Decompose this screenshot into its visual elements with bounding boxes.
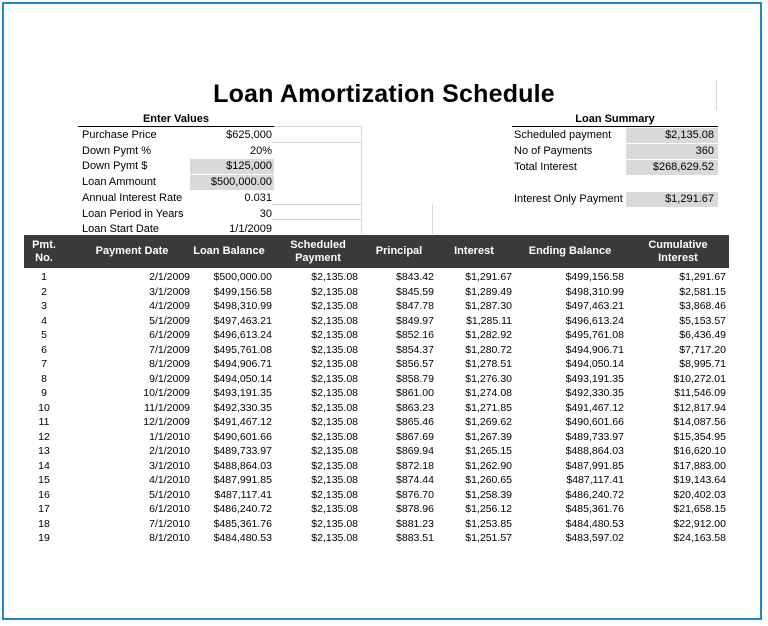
cell-payment-date: 5/1/2010: [149, 488, 190, 501]
cell-scheduled-payment: $2,135.08: [311, 517, 358, 530]
document-frame: [2, 2, 762, 620]
cell-pmt-no: 14: [38, 459, 50, 472]
grid-line: [716, 80, 717, 110]
cell-principal: $878.96: [396, 503, 434, 515]
table-row: [24, 415, 729, 430]
table-row: [24, 517, 729, 532]
cell-principal: $858.79: [396, 372, 434, 385]
enter-values-value[interactable]: $625,000: [226, 129, 272, 141]
table-row: [24, 473, 729, 488]
enter-values-value[interactable]: 1/1/2009: [229, 223, 272, 236]
cell-scheduled-payment: $2,135.08: [311, 314, 358, 327]
enter-values-label: Down Pymt $: [82, 160, 148, 173]
cell-ending-balance: $496,613.24: [565, 314, 624, 327]
cell-pmt-no: 11: [38, 416, 50, 428]
cell-pmt-no: 10: [38, 401, 50, 414]
cell-principal: $883.51: [396, 532, 434, 544]
cell-loan-balance: $487,117.41: [214, 488, 272, 501]
cell-principal: $856.57: [396, 358, 434, 370]
table-row: [24, 386, 729, 401]
cell-cumulative-interest: $7,717.20: [679, 343, 726, 356]
cell-loan-balance: $492,330.35: [213, 401, 272, 414]
cell-cumulative-interest: $12,817.94: [673, 401, 726, 414]
cell-pmt-no: 6: [41, 343, 47, 356]
cell-principal: $876.70: [396, 488, 434, 501]
grid-line: [432, 204, 433, 234]
cell-loan-balance: $494,050.14: [213, 372, 272, 385]
cell-payment-date: 8/1/2010: [149, 532, 190, 544]
table-row: [24, 531, 729, 546]
cell-ending-balance: $495,761.08: [565, 329, 624, 341]
cell-interest: $1,291.67: [465, 271, 512, 283]
cell-principal: $861.00: [396, 387, 434, 399]
table-row: [24, 328, 729, 343]
cell-ending-balance: $491,467.12: [565, 401, 624, 414]
cell-interest: $1,271.85: [465, 401, 512, 414]
cell-ending-balance: $493,191.35: [565, 372, 624, 385]
cell-payment-date: 7/1/2010: [149, 517, 190, 530]
cell-scheduled-payment: $2,135.08: [311, 532, 358, 544]
cell-payment-date: 4/1/2009: [149, 300, 190, 312]
cell-principal: $867.69: [396, 430, 434, 443]
cell-payment-date: 2/1/2009: [149, 271, 190, 283]
header-ending-balance: Ending Balance: [528, 245, 612, 257]
cell-scheduled-payment: $2,135.08: [311, 488, 358, 501]
table-row: [24, 502, 729, 517]
cell-principal: $845.59: [396, 285, 434, 298]
table-row: [24, 285, 729, 300]
cell-cumulative-interest: $5,153.57: [679, 314, 726, 327]
cell-pmt-no: 13: [38, 445, 50, 457]
cell-scheduled-payment: $2,135.08: [311, 401, 358, 414]
cell-cumulative-interest: $11,546.09: [674, 387, 726, 399]
cell-pmt-no: 2: [41, 285, 47, 298]
enter-values-row: [78, 175, 278, 190]
enter-values-label: Loan Ammount: [82, 176, 156, 189]
cell-interest: $1,280.72: [465, 343, 512, 356]
header-principal: Principal: [375, 245, 423, 257]
loan-summary-label: No of Payments: [514, 145, 593, 157]
cell-payment-date: 10/1/2009: [143, 387, 190, 399]
cell-loan-balance: $489,733.97: [213, 445, 272, 457]
loan-summary-row: [512, 128, 718, 143]
enter-values-value[interactable]: 20%: [249, 144, 272, 157]
cell-payment-date: 3/1/2010: [149, 459, 190, 472]
cell-payment-date: 3/1/2009: [149, 285, 190, 298]
loan-summary-value: $2,135.08: [626, 128, 718, 143]
cell-ending-balance: $487,991.85: [565, 459, 624, 472]
cell-cumulative-interest: $10,272.01: [673, 372, 726, 385]
enter-values-row: [78, 207, 278, 222]
cell-interest: $1,265.15: [465, 445, 512, 457]
cell-cumulative-interest: $20,402.03: [673, 488, 726, 501]
cell-scheduled-payment: $2,135.08: [311, 416, 358, 428]
cell-interest: $1,274.08: [465, 387, 512, 399]
cell-pmt-no: 7: [41, 358, 47, 370]
cell-principal: $863.23: [396, 401, 434, 414]
cell-interest: $1,276.30: [465, 372, 512, 385]
cell-cumulative-interest: $15,354.95: [673, 430, 726, 443]
table-row: [24, 459, 729, 474]
cell-loan-balance: $485,361.76: [213, 517, 272, 530]
table-row: [24, 444, 729, 459]
cell-payment-date: 2/1/2010: [149, 445, 190, 457]
grid-line: [272, 142, 362, 143]
cell-payment-date: 5/1/2009: [149, 314, 190, 327]
cell-loan-balance: $496,613.24: [213, 329, 272, 341]
loan-summary-label: Total Interest: [514, 161, 577, 173]
cell-cumulative-interest: $6,436.49: [679, 329, 726, 341]
header-payment-date: Payment Date: [95, 245, 169, 257]
cell-pmt-no: 19: [38, 532, 50, 544]
cell-loan-balance: $488,864.03: [213, 459, 272, 472]
interest-only-label: Interest Only Payment: [514, 193, 623, 205]
cell-pmt-no: 12: [38, 430, 50, 443]
cell-cumulative-interest: $21,658.15: [673, 503, 726, 515]
cell-pmt-no: 8: [41, 372, 47, 385]
cell-pmt-no: 16: [38, 488, 50, 501]
cell-ending-balance: $488,864.03: [565, 445, 624, 457]
table-row: [24, 270, 729, 285]
cell-payment-date: 7/1/2009: [149, 343, 190, 356]
enter-values-row: [78, 191, 278, 206]
cell-interest: $1,256.12: [465, 503, 512, 515]
cell-pmt-no: 4: [41, 314, 47, 327]
cell-loan-balance: $499,156.58: [213, 285, 272, 298]
cell-scheduled-payment: $2,135.08: [311, 459, 358, 472]
cell-payment-date: 12/1/2009: [143, 416, 190, 428]
cell-cumulative-interest: $8,995.71: [679, 358, 726, 370]
grid-line: [272, 126, 362, 127]
enter-values-value[interactable]: 0.031: [244, 191, 272, 204]
cell-ending-balance: $498,310.99: [565, 285, 624, 298]
cell-scheduled-payment: $2,135.08: [311, 503, 358, 515]
cell-cumulative-interest: $17,883.00: [673, 459, 726, 472]
cell-principal: $869.94: [396, 445, 434, 457]
cell-interest: $1,258.39: [465, 488, 512, 501]
table-row: [24, 314, 729, 329]
cell-pmt-no: 9: [41, 387, 47, 399]
header-cumulative-interest: Cumulative Interest: [648, 238, 708, 264]
cell-cumulative-interest: $1,291.67: [679, 271, 726, 283]
cell-cumulative-interest: $14,087.56: [673, 416, 726, 428]
enter-values-label: Loan Start Date: [82, 223, 160, 236]
cell-scheduled-payment: $2,135.08: [311, 387, 358, 399]
loan-summary-value: 360: [626, 144, 718, 159]
cell-interest: $1,285.11: [466, 314, 512, 327]
loan-summary-label: Scheduled payment: [514, 129, 612, 141]
enter-values-value[interactable]: 30: [259, 207, 272, 220]
cell-principal: $847.78: [396, 300, 434, 312]
enter-values-label: Annual Interest Rate: [82, 191, 183, 204]
cell-scheduled-payment: $2,135.08: [311, 300, 358, 312]
cell-payment-date: 4/1/2010: [149, 474, 190, 486]
cell-interest: $1,282.92: [465, 329, 512, 341]
cell-interest: $1,287.30: [465, 300, 512, 312]
cell-interest: $1,251.57: [465, 532, 512, 544]
enter-values-label: Loan Period in Years: [82, 207, 184, 220]
cell-loan-balance: $487,991.85: [213, 474, 272, 486]
loan-summary-value: $268,629.52: [626, 160, 718, 175]
cell-loan-balance: $494,906.71: [213, 358, 272, 370]
enter-values-row: [78, 144, 278, 159]
cell-pmt-no: 3: [41, 300, 47, 312]
grid-line: [272, 204, 362, 205]
cell-ending-balance: $492,330.35: [565, 387, 624, 399]
cell-ending-balance: $494,906.71: [565, 343, 624, 356]
cell-pmt-no: 15: [38, 474, 50, 486]
cell-interest: $1,278.51: [465, 358, 512, 370]
cell-loan-balance: $491,467.12: [213, 416, 272, 428]
cell-pmt-no: 18: [38, 517, 50, 530]
cell-pmt-no: 1: [41, 271, 47, 283]
table-row: [24, 343, 729, 358]
cell-scheduled-payment: $2,135.08: [311, 358, 358, 370]
enter-values-value[interactable]: $500,000.00: [190, 175, 274, 190]
cell-principal: $854.37: [396, 343, 434, 356]
header-scheduled-payment: Scheduled Payment: [290, 238, 346, 264]
cell-interest: $1,260.65: [465, 474, 512, 486]
cell-principal: $843.42: [396, 271, 434, 283]
cell-loan-balance: $490,601.66: [213, 430, 272, 443]
cell-cumulative-interest: $3,868.46: [679, 300, 726, 312]
cell-ending-balance: $489,733.97: [565, 430, 624, 443]
header-interest: Interest: [454, 245, 494, 257]
cell-scheduled-payment: $2,135.08: [311, 372, 358, 385]
cell-loan-balance: $500,000.00: [213, 271, 272, 283]
cell-interest: $1,253.85: [465, 517, 512, 530]
cell-ending-balance: $490,601.66: [565, 416, 624, 428]
cell-scheduled-payment: $2,135.08: [311, 430, 358, 443]
cell-loan-balance: $497,463.21: [213, 314, 272, 327]
cell-principal: $865.46: [396, 416, 434, 428]
grid-line: [272, 219, 362, 220]
cell-ending-balance: $494,050.14: [565, 358, 624, 370]
enter-values-row: [78, 128, 278, 143]
table-row: [24, 299, 729, 314]
table-row: [24, 357, 729, 372]
table-row: [24, 430, 729, 445]
table-row: [24, 401, 729, 416]
interest-only-row: [512, 192, 718, 207]
cell-scheduled-payment: $2,135.08: [311, 474, 358, 486]
cell-payment-date: 8/1/2009: [149, 358, 190, 370]
page-title: Loan Amortization Schedule: [213, 80, 555, 108]
table-row: [24, 488, 729, 503]
cell-ending-balance: $485,361.76: [565, 503, 624, 515]
cell-principal: $872.18: [396, 459, 434, 472]
cell-ending-balance: $483,597.02: [565, 532, 624, 544]
cell-cumulative-interest: $19,143.64: [673, 474, 726, 486]
cell-loan-balance: $486,240.72: [213, 503, 272, 515]
enter-values-heading: Enter Values: [78, 112, 274, 127]
cell-scheduled-payment: $2,135.08: [311, 343, 358, 356]
table-row: [24, 372, 729, 387]
loan-summary-row: [512, 144, 718, 159]
cell-interest: $1,267.39: [465, 430, 512, 443]
loan-summary-row: [512, 160, 718, 175]
amortization-table-body: [24, 270, 729, 546]
cell-scheduled-payment: $2,135.08: [311, 271, 358, 283]
cell-scheduled-payment: $2,135.08: [311, 445, 358, 457]
cell-cumulative-interest: $2,581.15: [679, 285, 726, 298]
cell-principal: $874.44: [396, 474, 434, 486]
cell-cumulative-interest: $16,620.10: [673, 445, 726, 457]
enter-values-row: [78, 159, 278, 174]
cell-scheduled-payment: $2,135.08: [311, 285, 358, 298]
cell-payment-date: 6/1/2009: [149, 329, 190, 341]
enter-values-value[interactable]: $125,000: [190, 159, 274, 174]
enter-values-label: Purchase Price: [82, 129, 157, 141]
cell-ending-balance: $486,240.72: [565, 488, 624, 501]
cell-payment-date: 6/1/2010: [149, 503, 190, 515]
cell-pmt-no: 5: [41, 329, 47, 341]
header-loan-balance: Loan Balance: [193, 245, 265, 257]
cell-loan-balance: $484,480.53: [213, 532, 272, 544]
cell-payment-date: 1/1/2010: [149, 430, 190, 443]
cell-loan-balance: $493,191.35: [213, 387, 272, 399]
enter-values-label: Down Pymt %: [82, 144, 152, 157]
header-pmt-no: Pmt. No.: [32, 238, 56, 264]
cell-interest: $1,289.49: [465, 285, 512, 298]
cell-ending-balance: $487,117.41: [566, 474, 624, 486]
cell-pmt-no: 17: [38, 503, 50, 515]
cell-interest: $1,262.90: [465, 459, 512, 472]
cell-cumulative-interest: $24,163.58: [673, 532, 726, 544]
table-header: [24, 235, 729, 268]
cell-payment-date: 9/1/2009: [149, 372, 190, 385]
interest-only-value: $1,291.67: [626, 192, 718, 207]
cell-principal: $849.97: [396, 314, 434, 327]
cell-ending-balance: $497,463.21: [565, 300, 624, 312]
loan-summary-heading: Loan Summary: [512, 112, 718, 127]
cell-cumulative-interest: $22,912.00: [673, 517, 726, 530]
cell-loan-balance: $495,761.08: [213, 343, 272, 356]
cell-principal: $881.23: [396, 517, 434, 530]
cell-scheduled-payment: $2,135.08: [311, 329, 358, 341]
cell-ending-balance: $484,480.53: [565, 517, 624, 530]
cell-payment-date: 11/1/2009: [144, 401, 190, 414]
cell-principal: $852.16: [396, 329, 434, 341]
cell-interest: $1,269.62: [465, 416, 512, 428]
cell-loan-balance: $498,310.99: [213, 300, 272, 312]
cell-ending-balance: $499,156.58: [565, 271, 624, 283]
